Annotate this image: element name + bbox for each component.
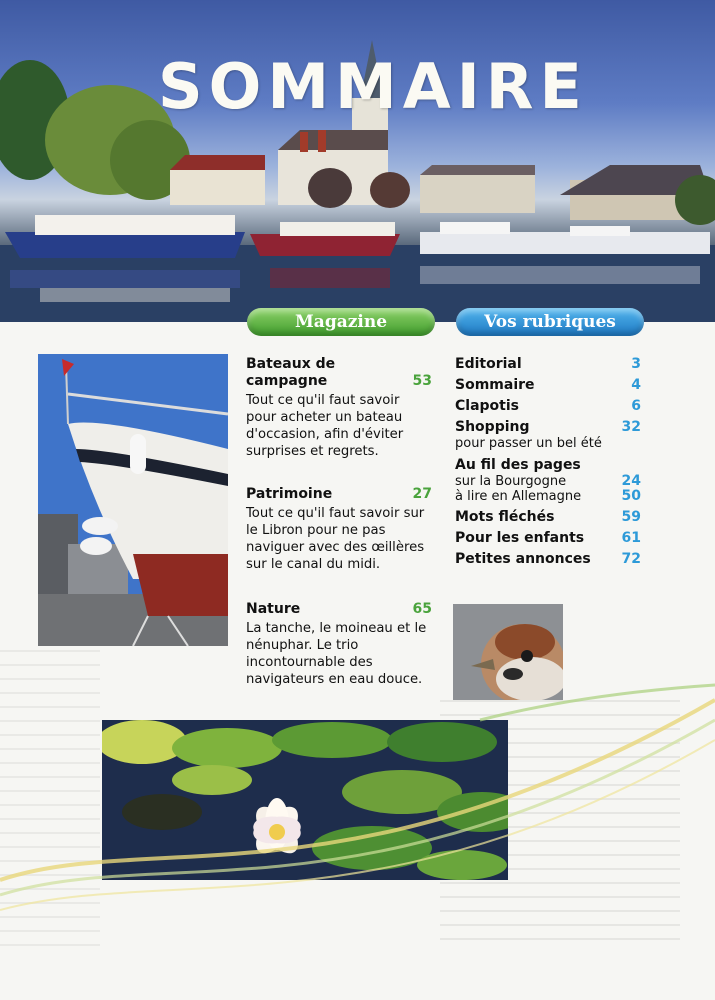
magazine-section-label: Magazine [247,308,435,336]
decorative-swoosh [0,680,715,940]
rubrique-page-number: 50 [621,488,641,504]
article-page-number: 65 [412,601,432,617]
rubrique-page-number: 72 [621,551,641,567]
rubrique-mots-fleches[interactable] [455,509,641,526]
rubrique-label: Clapotis [455,398,519,414]
article-description: Tout ce qu'il faut savoir sur le Libron pour ne pas naviguer avec des œillères sur le canal du midi. [246,506,425,572]
article-description: La tanche, le moineau et le nénuphar. Le trio incontournable des navigateurs en eau douce. [246,621,427,687]
article-nature[interactable] [246,601,432,688]
boat-photo [38,354,228,646]
harbor-illustration [0,0,715,322]
article-page-number: 27 [412,486,432,502]
rubrique-subtitle: sur la Bourgogne [455,474,567,489]
rubrique-petites-annonces[interactable] [455,551,641,568]
rubrique-au-fil-des-pages[interactable] [455,457,641,504]
article-heading [246,486,432,503]
rubrique-label: Editorial [455,356,522,372]
rubrique-page-number: 3 [631,356,641,372]
rubrique-pour-les-enfants[interactable] [455,530,641,547]
rubrique-subtitle: pour passer un bel été [455,436,602,451]
article-page-number: 53 [412,373,432,389]
rubrique-sommaire[interactable] [455,377,641,394]
rubrique-subitem-allemagne[interactable] [455,489,641,504]
article-title: Nature [246,601,301,617]
page-title: SOMMAIRE [158,50,588,123]
rubrique-subitem-bourgogne[interactable] [455,474,641,489]
article-heading [246,356,432,390]
rubrique-label: Shopping [455,419,530,435]
rubrique-label: Petites annonces [455,551,591,567]
rubrique-page-number: 59 [621,509,641,525]
article-heading [246,601,432,618]
article-patrimoine[interactable] [246,486,432,573]
rubrique-page-number: 4 [631,377,641,393]
boat-illustration [38,354,228,646]
rubrique-editorial[interactable] [455,356,641,373]
rubrique-clapotis[interactable] [455,398,641,415]
rubrique-page-number: 61 [621,530,641,546]
article-bateaux[interactable] [246,356,432,460]
rubrique-shopping[interactable] [455,419,641,451]
rubrique-page-number: 32 [621,419,641,435]
rubrique-label: Sommaire [455,377,535,393]
rubrique-label: Au fil des pages [455,457,581,473]
rubriques-section-label: Vos rubriques [456,308,644,336]
rubrique-page-number: 24 [621,473,641,489]
rubrique-subtitle: à lire en Allemagne [455,489,582,504]
article-title: Bateaux de campagne [246,356,336,389]
rubrique-page-number: 6 [631,398,641,414]
article-description: Tout ce qu'il faut savoir pour acheter un bateau d'occasion, afin d'éviter surprises et regrets. [246,393,404,459]
article-title: Patrimoine [246,486,333,502]
header-harbor-photo [0,0,715,322]
rubrique-label: Pour les enfants [455,530,585,546]
rubrique-label: Mots fléchés [455,509,555,525]
